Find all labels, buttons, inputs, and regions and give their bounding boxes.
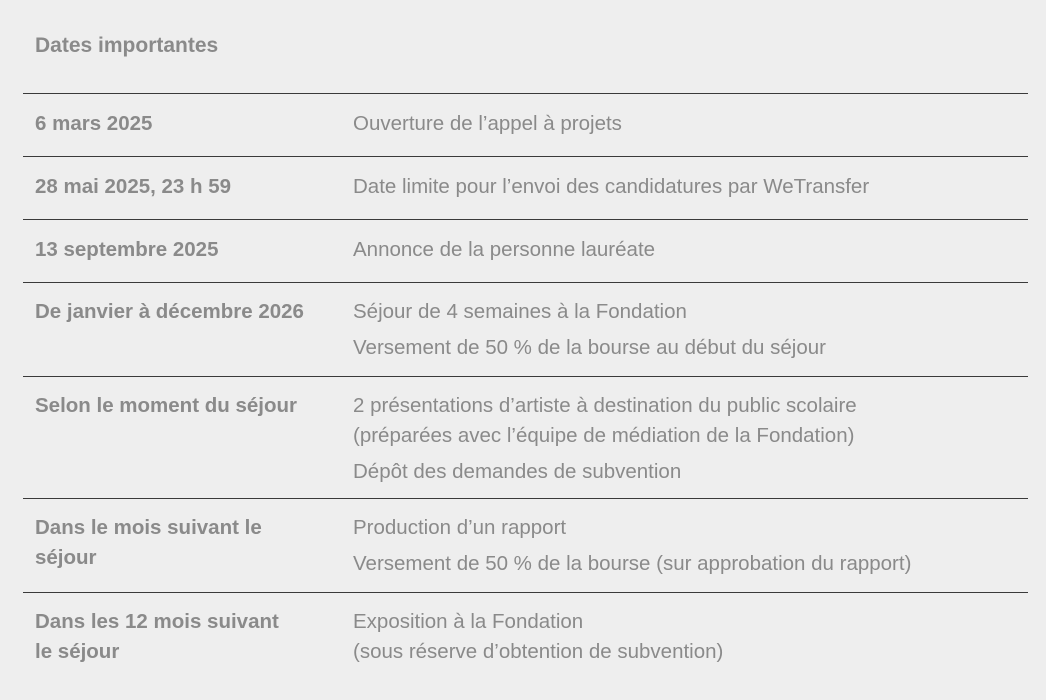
description-cell: [353, 172, 1028, 219]
date-cell: [23, 513, 353, 592]
description-cell: [353, 235, 1028, 282]
table-row: [23, 156, 1028, 219]
description-text: Exposition à la Fondation: [353, 610, 584, 633]
date-text: Dans les 12 mois suivant: [35, 610, 279, 633]
section-heading: Dates importantes: [35, 34, 219, 57]
date-cell: De janvier à décembre 2026: [35, 300, 304, 323]
date-cell: 6 mars 2025: [35, 112, 153, 135]
description-text: Date limite pour l’envoi des candidatures par WeTransfer: [353, 175, 870, 198]
description-text: Versement de 50 % de la bourse au début du séjour: [353, 336, 826, 359]
dates-table: [23, 93, 1028, 692]
description-text: (sous réserve d’obtention de subvention): [353, 640, 724, 663]
description-cell: [353, 109, 1028, 156]
description-cell: [353, 391, 1028, 498]
table-row: [23, 282, 1028, 376]
description-text: Versement de 50 % de la bourse (sur approbation du rapport): [353, 552, 912, 575]
table-row: [23, 498, 1028, 592]
description-text: Séjour de 4 semaines à la Fondation: [353, 300, 687, 323]
date-cell: Selon le moment du séjour: [35, 394, 297, 417]
date-text: Dans le mois suivant le: [35, 516, 262, 539]
description-cell: [353, 607, 1028, 692]
description-text: Production d’un rapport: [353, 516, 567, 539]
description-cell: [353, 513, 1028, 592]
description-text: Ouverture de l’appel à projets: [353, 112, 622, 135]
description-text: Dépôt des demandes de subvention: [353, 460, 682, 483]
date-text: le séjour: [35, 640, 120, 663]
description-text: 2 présentations d’artiste à destination du public scolaire: [353, 394, 857, 417]
date-cell: 13 septembre 2025: [35, 238, 219, 261]
table-row: [23, 376, 1028, 498]
description-text: (préparées avec l’équipe de médiation de la Fondation): [353, 424, 855, 447]
table-row: [23, 93, 1028, 156]
date-text: séjour: [35, 546, 97, 569]
table-row: [23, 219, 1028, 282]
date-cell: 28 mai 2025, 23 h 59: [35, 175, 232, 198]
description-text: Annonce de la personne lauréate: [353, 238, 656, 261]
description-cell: [353, 297, 1028, 376]
date-cell: [23, 607, 353, 692]
table-row: [23, 592, 1028, 692]
